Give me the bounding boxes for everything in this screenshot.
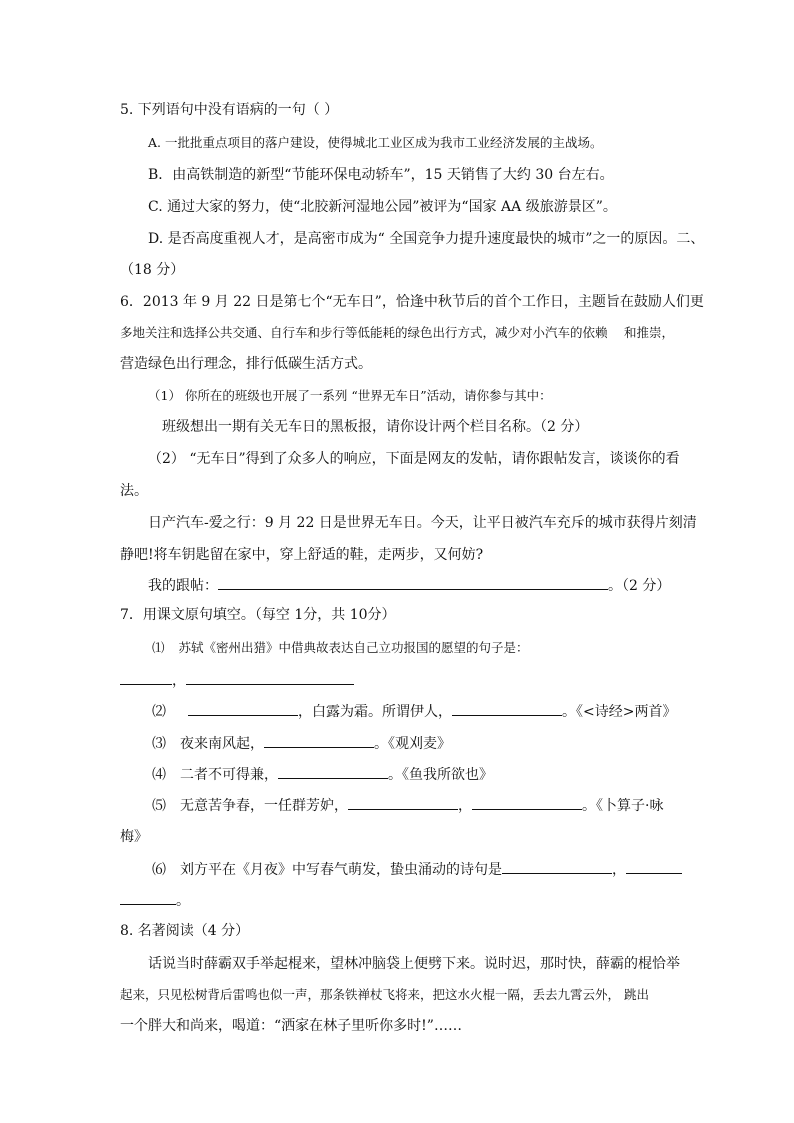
q7-item-4-number: ⑷ [152, 767, 166, 783]
q7-item-6-comma: ， [612, 862, 626, 878]
q7-item-6-cont [120, 890, 190, 911]
q6-para-line-1: 6．2013 年 9 月 22 日是第七个“无车日”，恰逢中秋节后的首个工作日，主题旨在鼓励人们更 [120, 294, 704, 310]
q6-para-line-2: 多地关注和选择公共交通、自行车和步行等低能耗的绿色出行方式，减少对小汽车的依赖 和推崇， [120, 325, 674, 340]
q5-title: 5. 下列语句中没有语病的一句（ ） [120, 102, 339, 118]
q6-sub1: （1） 你所在的班级也开展了一系列 “世界无车日”活动，请你参与其中： [148, 388, 552, 403]
q7-item-1-blank-2[interactable] [186, 670, 354, 685]
q7-item-1-blanks [120, 670, 354, 691]
q7-item-2-text-2: 。《<诗经>两首》 [562, 704, 677, 720]
q6-sub2-line-1: （2） “无车日”得到了众多人的响应，下面是网友的发帖，请你跟帖发言，谈谈你的看 [148, 451, 680, 467]
q7-item-6-blank-1[interactable] [502, 859, 612, 874]
q7-item-1-comma: ， [172, 673, 186, 689]
section-score: （18 分） [120, 262, 185, 278]
q8-passage-line-2: 起来，只见松树背后雷鸣也似一声，那条铁禅杖飞将来，把这水火棍一隔，丢去九霄云外， 跳出 [120, 987, 649, 1002]
q7-item-2-blank-2[interactable] [452, 701, 562, 716]
q5-option-a: A. 一批批重点项目的落户建设，使得城北工业区成为我市工业经济发展的主战场。 [148, 135, 603, 150]
q7-item-5-number: ⑸ [152, 798, 166, 814]
q7-item-3-text-1: 夜来南风起， [180, 736, 264, 752]
q7-item-6-end: 。 [176, 893, 190, 909]
q7-item-5-cont: 梅》 [120, 829, 148, 845]
q6-sub2-line-2: 法。 [120, 483, 148, 499]
q8-passage-line-1: 话说当时薛霸双手举起棍来，望林冲脑袋上便劈下来。说时迟，那时快，薛霸的棍恰举 [148, 956, 680, 972]
q7-item-5-text-2: 。《卜算子·咏 [582, 798, 664, 814]
q5-option-c: C. 通过大家的努力，使“北胶新河湿地公园”被评为“国家 AA 级旅游景区”。 [148, 199, 617, 215]
q7-item-4-text-2: 。《鱼我所欲也》 [388, 767, 493, 783]
q7-item-5 [152, 795, 663, 816]
q7-item-6-blank-3[interactable] [120, 890, 176, 905]
q7-item-4-text-1: 二者不可得兼， [180, 767, 278, 783]
q6-post-line-1: 日产汽车-爱之行：9 月 22 日是世界无车日。今天，让平日被汽车充斥的城市获得片刻清 [148, 515, 697, 531]
q7-item-5-comma: ， [458, 798, 472, 814]
q8-passage-line-3: 一个胖大和尚来，喝道：“洒家在林子里听你多时!”…… [120, 1018, 462, 1034]
q7-item-6-number: ⑹ [152, 862, 166, 878]
q5-option-d: D. 是否高度重视人才，是高密市成为“ 全国竞争力提升速度最快的城市”之一的原因。二、 [148, 231, 705, 247]
q7-item-2-number: ⑵ [152, 704, 166, 720]
q7-item-6-blank-2[interactable] [626, 859, 682, 874]
q7-item-1-blank-1[interactable] [120, 670, 172, 685]
q5-option-b: B．由高铁制造的新型“节能环保电动轿车”，15 天销售了大约 30 台左右。 [148, 167, 614, 183]
q7-item-4 [152, 764, 493, 785]
q6-reply-blank[interactable] [218, 575, 608, 590]
q7-item-6 [152, 859, 682, 880]
q7-item-2-blank-1[interactable] [188, 701, 298, 716]
q7-item-5-blank-1[interactable] [348, 795, 458, 810]
q7-item-2 [152, 701, 676, 722]
q6-reply-label: 我的跟帖： [148, 578, 218, 594]
q6-para-line-3: 营造绿色出行理念，排行低碳生活方式。 [120, 356, 372, 372]
q7-item-2-text-1: ，白露为霜。所谓伊人， [298, 704, 452, 720]
q7-item-3 [152, 733, 451, 754]
q6-post-line-2: 静吧!将车钥匙留在家中，穿上舒适的鞋，走两步，又何妨? [120, 547, 484, 563]
q6-sub1-task: 班级想出一期有关无车日的黑板报，请你设计两个栏目名称。（2 分） [162, 419, 589, 435]
q6-reply-line [148, 575, 670, 596]
q8-title: 8. 名著阅读（4 分） [120, 923, 250, 939]
q7-item-1 [152, 638, 529, 658]
q7-item-1-text: 苏轼《密州出猎》中借典故表达自己立功报国的愿望的句子是： [178, 640, 529, 655]
q7-title: 7．用课文原句填空。（每空 1分，共 10分） [120, 607, 396, 623]
q7-item-3-blank[interactable] [264, 733, 374, 748]
q7-item-3-text-2: 。《观刈麦》 [374, 736, 451, 752]
q7-item-6-text: 刘方平在《月夜》中写春气萌发，蛰虫涌动的诗句是 [180, 862, 502, 878]
q6-reply-end: 。（2 分） [608, 578, 671, 594]
q7-item-1-number: ⑴ [152, 640, 165, 655]
q7-item-3-number: ⑶ [152, 736, 166, 752]
q7-item-5-blank-2[interactable] [472, 795, 582, 810]
q7-item-4-blank[interactable] [278, 764, 388, 779]
q7-item-5-text-1: 无意苦争春，一任群芳妒， [180, 798, 348, 814]
